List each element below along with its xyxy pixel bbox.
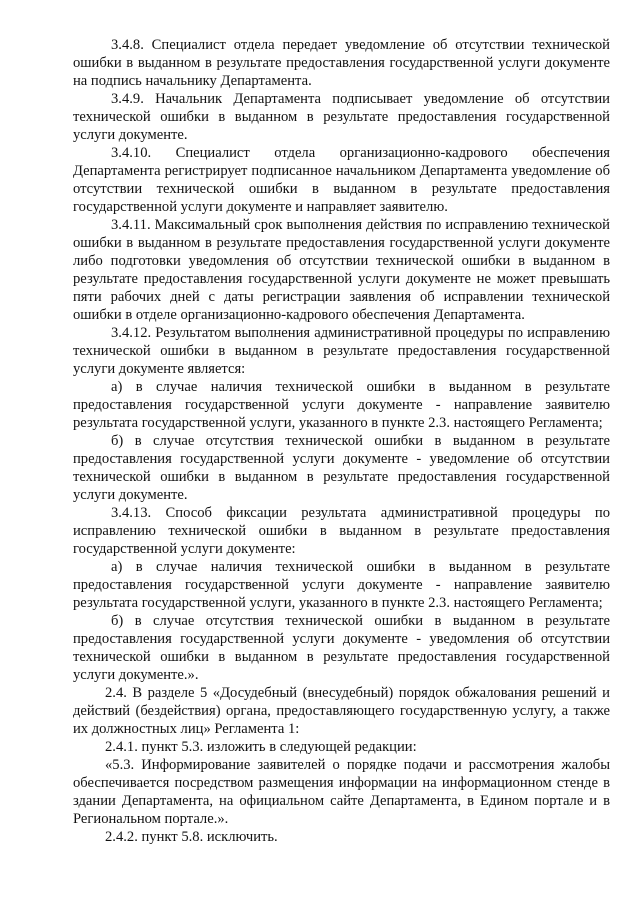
paragraph-3-4-8: 3.4.8. Специалист отдела передает уведомление об отсутствии технической ошибки в выданном в результате предоставления государственной услуги документе на подпись начальнику Департамента.	[73, 37, 610, 89]
paragraph-2-4-2: 2.4.2. пункт 5.8. исключить.	[105, 829, 278, 845]
paragraph-3-4-13-b: б) в случае отсутствия технической ошибки в выданном в результате предоставления государственной услуги документе - уведомления об отсутствии технической ошибки в выданном в результате предоставления государственной услуги документе.».	[73, 613, 610, 683]
paragraph-3-4-13: 3.4.13. Способ фиксации результата административной процедуры по исправлению технической ошибки в выданном в результате предоставления государственной услуги документе:	[73, 505, 610, 557]
paragraph-3-4-12: 3.4.12. Результатом выполнения административной процедуры по исправлению технической ошибки в выданном в результате предоставления государственной услуги документе является:	[73, 325, 610, 377]
paragraph-3-4-11: 3.4.11. Максимальный срок выполнения действия по исправлению технической ошибки в выданном в результате предоставления государственной услуги документе либо подготовки уведомления об отсутствии технической ошибки в выданном в результате предоставления государственной услуги документе не может превышать пяти рабочих дней с даты регистрации заявления об исправлении технической ошибки в отделе организационно-кадрового обеспечения Департамента.	[73, 217, 610, 323]
paragraph-3-4-12-a: а) в случае наличия технической ошибки в выданном в результате предоставления государственной услуги документе - направление заявителю результата государственной услуги, указанного в пункте 2.3. настоящего Регламента;	[73, 379, 610, 431]
paragraph-3-4-9: 3.4.9. Начальник Департамента подписывает уведомление об отсутствии технической ошибки в выданном в результате предоставления государственной услуги документе.	[73, 91, 610, 143]
paragraph-5-3-quote: «5.3. Информирование заявителей о порядке подачи и рассмотрения жалобы обеспечивается посредством размещения информации на информационном стенде в здании Департамента, на официальном сайте Департамента, в Едином портале и в Региональном портале.».	[73, 757, 610, 827]
paragraph-3-4-12-b: б) в случае отсутствия технической ошибки в выданном в результате предоставления государственной услуги документе - уведомление об отсутствии технической ошибки в выданном в результате предоставления государственной услуги документе.	[73, 433, 610, 503]
document-page	[73, 36, 610, 846]
paragraph-3-4-13-a: а) в случае наличия технической ошибки в выданном в результате предоставления государственной услуги документе - направление заявителю результата государственной услуги, указанного в пункте 2.3. настоящего Регламента;	[73, 559, 610, 611]
paragraph-2-4: 2.4. В разделе 5 «Досудебный (внесудебный) порядок обжалования решений и действий (бездействия) органа, предоставляющего государственную услугу, а также их должностных лиц» Регламента 1:	[73, 685, 610, 737]
paragraph-3-4-10: 3.4.10. Специалист отдела организационно-кадрового обеспечения Департамента регистрирует подписанное начальником Департамента уведомление об отсутствии технической ошибки в выданном в результате предоставления государственной услуги документе и направляет заявителю.	[73, 145, 610, 215]
paragraph-2-4-1: 2.4.1. пункт 5.3. изложить в следующей редакции:	[105, 739, 417, 755]
